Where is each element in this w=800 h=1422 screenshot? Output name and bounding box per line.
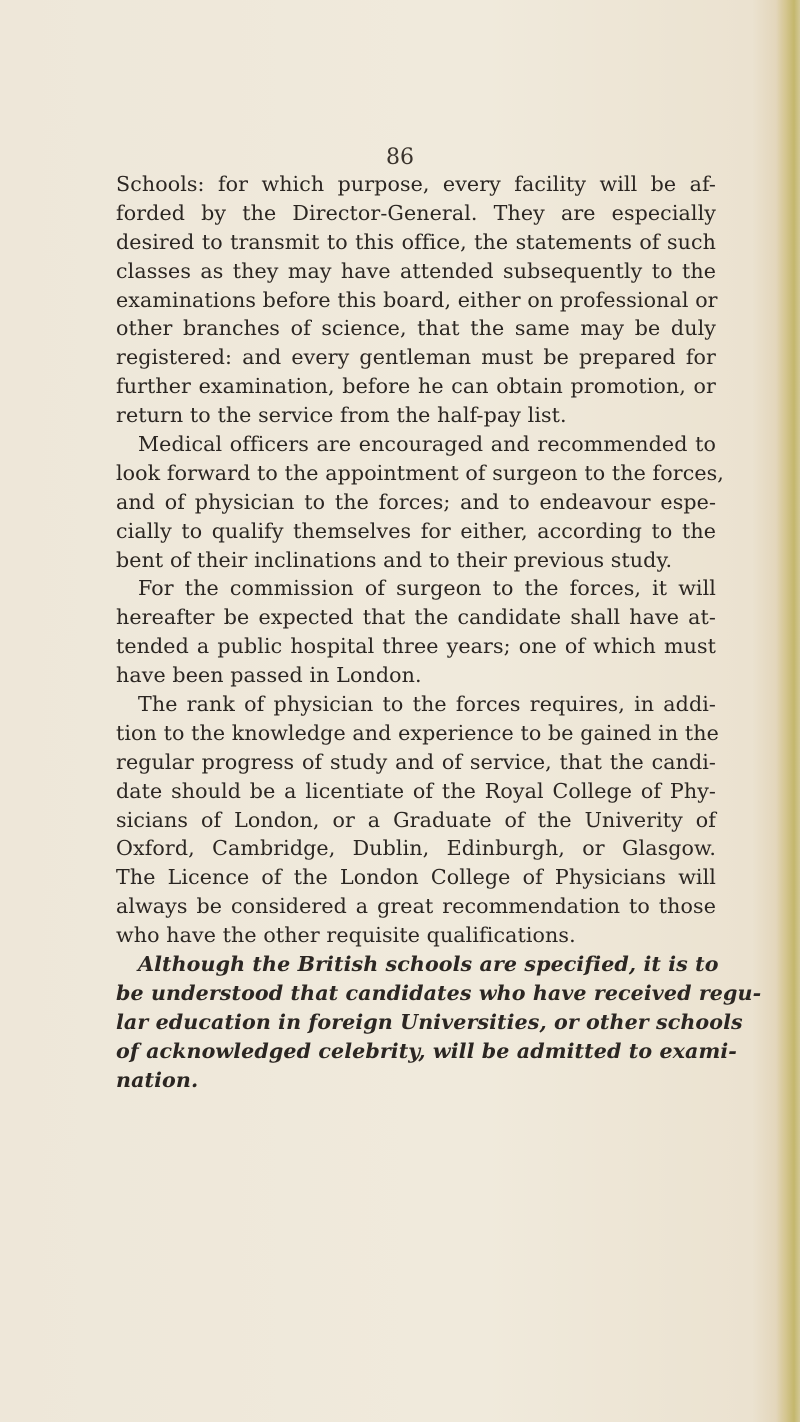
text-line: always be considered a great recommendation to those: [116, 894, 716, 919]
text-line: forded by the Director-General. They are especially: [116, 200, 716, 225]
page-number: 86: [386, 145, 414, 170]
italic-text-line: of acknowledged celebrity, will be admitted to exami-: [116, 1038, 737, 1063]
text-line: desired to transmit to this office, the statements of such: [116, 229, 716, 254]
text-line: date should be a licentiate of the Royal College of Phy-: [116, 778, 716, 803]
text-line: Oxford, Cambridge, Dublin, Edinburgh, or Glasgow.: [116, 836, 716, 861]
italic-paragraph-start-line: Although the British schools are specified, it is to: [138, 952, 719, 977]
text-line: have been passed in London.: [116, 663, 422, 688]
text-line: return to the service from the half-pay list.: [116, 403, 567, 428]
text-line: regular progress of study and of service, that the candi-: [116, 749, 716, 774]
page-edge-stain: [776, 0, 800, 1422]
text-line: who have the other requisite qualifications.: [116, 923, 576, 948]
text-line: look forward to the appointment of surgeon to the forces,: [116, 460, 724, 485]
text-line: and of physician to the forces; and to endeavour espe-: [116, 489, 716, 514]
text-line: cially to qualify themselves for either, according to the: [116, 518, 716, 543]
text-line: examinations before this board, either on professional or: [116, 287, 718, 312]
paragraph-start-line: The rank of physician to the forces requires, in addi-: [138, 692, 716, 717]
italic-text-line: lar education in foreign Universities, or other schools: [116, 1009, 743, 1034]
text-line: The Licence of the London College of Physicians will: [116, 865, 716, 890]
text-line: bent of their inclinations and to their previous study.: [116, 547, 673, 572]
text-line: registered: and every gentleman must be prepared for: [116, 345, 716, 370]
italic-text-line: nation.: [116, 1067, 199, 1092]
text-line: other branches of science, that the same may be duly: [116, 316, 716, 341]
text-line: classes as they may have attended subsequently to the: [116, 258, 716, 283]
italic-text-line: be understood that candidates who have received regu-: [116, 980, 762, 1005]
paragraph-start-line: For the commission of surgeon to the forces, it will: [138, 576, 716, 601]
text-line: hereafter be expected that the candidate shall have at-: [116, 605, 716, 630]
text-line: Schools: for which purpose, every facility will be af-: [116, 172, 716, 196]
text-line: sicians of London, or a Graduate of the Univerity of: [116, 807, 716, 832]
text-line: tion to the knowledge and experience to be gained in the: [116, 720, 719, 745]
paragraph-start-line: Medical officers are encouraged and recommended to: [138, 432, 716, 457]
text-line: further examination, before he can obtain promotion, or: [116, 374, 716, 399]
body-text: [116, 170, 762, 1095]
text-line: tended a public hospital three years; one of which must: [116, 634, 716, 659]
